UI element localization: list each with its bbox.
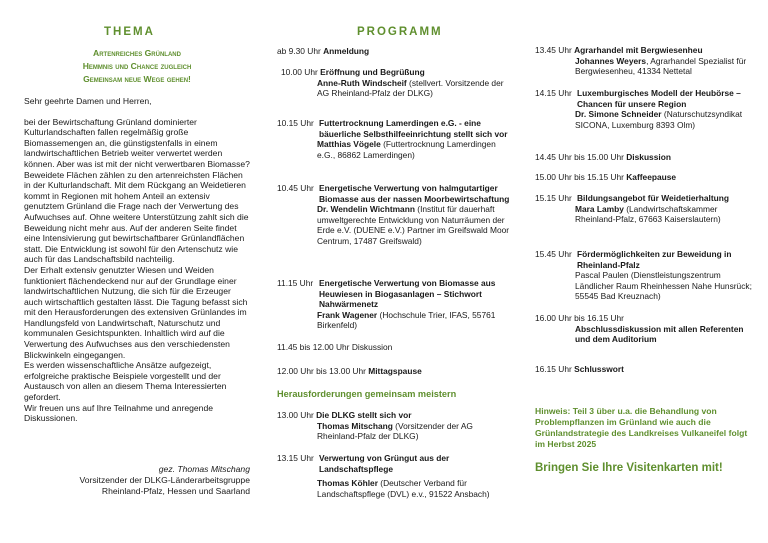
program-item <box>535 193 753 225</box>
subtitle-line: Gemeinsam neue Wege gehen! <box>83 74 191 84</box>
theme-subtitle <box>24 47 250 86</box>
item-speaker: Johannes Weyers <box>575 55 647 66</box>
item-title: Mittagspause <box>368 366 422 376</box>
program-item <box>277 366 513 377</box>
item-affiliation: , Agrarhandel Spezialist für Bergwiesenheu, 41334 Nettetal <box>575 55 747 77</box>
item-time: 15.45 Uhr <box>535 249 572 259</box>
program-header: PROGRAMM <box>357 26 443 38</box>
program-item <box>535 172 753 183</box>
paragraph: bei der Bewirtschaftung Grünland dominierter Kulturlandschaften fallen regelmäßig große Biomassemengen an, die günstigstenfalls in einem landwirtschaftlichen Betrieb weiter verwertet werden können. Aber was ist mit der nicht verwertbaren Biomasse? <box>24 116 250 169</box>
item-speaker: Dr. Wendelin Wichtmann <box>317 204 415 215</box>
item-affiliation: (Hochschule Trier, IFAS, 55761 Birkenfeld) <box>317 309 496 331</box>
item-speaker: Mara Lamby <box>575 203 624 214</box>
program-item <box>277 342 513 353</box>
hint-note: Hinweis: Teil 3 über u.a. die Behandlung von Problempflanzen im Grünland wie auch die Grünlandstrategie des Landkreises Vulkaneifel folgt im Herbst 2025 <box>535 406 748 449</box>
paragraph: Wir freuen uns auf Ihre Teilnahme und anregende Diskussionen. <box>24 402 214 424</box>
item-speaker: Matthias Vögele <box>317 139 381 150</box>
program-item <box>535 88 753 130</box>
item-time: 15.15 Uhr <box>535 193 572 203</box>
signature <box>24 464 250 497</box>
program-item <box>277 183 513 247</box>
item-title: Diskussion <box>626 152 671 162</box>
item-affiliation: (Vorsitzender der AG Rheinland-Pfalz der DLKG) <box>317 420 473 442</box>
item-time: 12.00 Uhr bis 13.00 Uhr <box>277 366 369 376</box>
item-time: 14.15 Uhr <box>535 88 572 98</box>
greeting: Sehr geehrte Damen und Herren, <box>24 96 152 106</box>
program-item <box>277 46 513 57</box>
paragraph: Beweidete Flächen zählen zu den artenreichsten Flächen in der Kulturlandschaft. Mit dem Rückgang an Weidetieren kommt in Regionen mit hohem Anteil an extensiv genutztem Grünland die Frage nach der Verwertung des Aufwuchses auf. Ohne weitere Unterstützung zahlt sich die Beweidung nicht mehr aus. Auf der anderen Seite findet eine Intensivierung gut bewirtschaftbarer Grünlandflächen statt. Die Entwicklung ist sowohl für den Artenschutz wie auch für das Landschaftsbild nachteilig. <box>24 169 249 265</box>
item-title: Agrarhandel mit Bergwiesenheu <box>574 45 703 55</box>
item-title: Fördermöglichkeiten zur Beweidung in Rheinland-Pfalz <box>577 249 732 270</box>
item-title: Energetische Verwertung von halmgutartiger Biomasse aus der nassen Moorbewirtschaftung <box>319 183 510 204</box>
section-heading: Herausforderungen gemeinsam meistern <box>277 389 457 399</box>
item-title: Die DLKG stellt sich vor <box>316 410 412 420</box>
item-affiliation: (Naturschutzsyndikat SICONA, Luxemburg 8393 Olm) <box>575 109 743 130</box>
item-speaker: Thomas Mitschang <box>317 420 393 431</box>
item-affiliation: (Institut für dauerhaft umweltgerechte Entwicklung von Naturräumen der Erde e.V. (DUENE e.V.) Partner im Greifswald Moor Centrum, 17487 Greifswald) <box>317 204 510 246</box>
signature-region: Rheinland-Pfalz, Hessen und Saarland <box>101 486 250 496</box>
program-item <box>535 249 753 302</box>
item-time: 10.45 Uhr <box>277 183 314 193</box>
item-time: ab 9.30 Uhr <box>277 46 324 56</box>
item-affiliation: (Deutscher Verband für Landschaftspflege (DVL) e.v., 91522 Ansbach) <box>317 478 490 499</box>
item-speaker-affiliation: Pascal Paulen (Dienstleistungszentrum Ländlicher Raum Rheinhessen Nahe Hunsrück; 55545 Bad Kreuznach) <box>575 270 752 302</box>
subtitle-line: Hemmnis und Chance zugleich <box>82 61 192 71</box>
item-speaker: Dr. Simone Schneider <box>575 109 662 120</box>
paragraph: Der Erhalt extensiv genutzter Wiesen und Weiden funktioniert flächendeckend nur auf der Grundlage einer landwirtschaftlichen Nutzung, die sich für die Erzeuger auch wirtschaftlich gestalten lässt. Die Tagung befasst sich mit den Herausforderungen des extensiven Grünlandes im Handlungsfeld von Landwirtschaft, Naturschutz und kommunalen Gesichtspunkten. Inhaltlich wird auf die Verwertung des Aufwuchses aus den verschiedensten Blickwinkeln eingegangen. <box>24 264 248 360</box>
program-item <box>277 410 513 442</box>
spacer <box>24 107 250 117</box>
program-item <box>277 67 513 99</box>
item-time: 11.45 bis 12.00 Uhr <box>277 342 352 352</box>
theme-header: THEMA <box>104 26 155 38</box>
item-title: Verwertung von Grüngut aus der Landschaftspflege <box>319 453 450 474</box>
item-title: Diskussion <box>351 342 393 352</box>
item-time: 13.45 Uhr <box>535 45 575 55</box>
program-item <box>277 118 513 160</box>
item-title: Abschlussdiskussion mit allen Referenten und dem Auditorium <box>575 323 744 345</box>
item-speaker: Frank Wagener <box>317 309 378 320</box>
item-title: Futtertrocknung Lamerdingen e.G. - eine bäuerliche Selbsthilfeeinrichtung stellt sich vor <box>319 118 508 139</box>
item-time: 13.00 Uhr <box>277 410 317 420</box>
item-affiliation: (Landwirtschaftskammer Rheinland-Pfalz, 67663 Kaiserslautern) <box>575 203 721 225</box>
item-time: 16.00 Uhr bis 16.15 Uhr <box>535 313 624 323</box>
item-time: 13.15 Uhr <box>277 453 314 463</box>
item-time: 10.00 Uhr <box>281 67 321 77</box>
signature-role: Vorsitzender der DLKG-Länderarbeitsgruppe <box>79 475 250 485</box>
item-affiliation: (Futtertrocknung Lamerdingen e.G., 86862 Lamerdingen) <box>317 139 496 160</box>
paragraph: Es werden wissenschaftliche Ansätze aufgezeigt, erfolgreiche praktische Beispiele vorgestellt und der Austausch von allen an diesem Thema Interessierten gefordert. <box>24 360 227 403</box>
program-item <box>535 313 753 345</box>
item-time: 14.45 Uhr bis 15.00 Uhr <box>535 152 627 162</box>
program-item <box>535 152 753 163</box>
subtitle-line: Artenreiches Grünland <box>93 48 181 58</box>
program-item <box>535 364 753 375</box>
item-title: Kaffeepause <box>626 172 677 182</box>
item-time: 11.15 Uhr <box>277 278 314 288</box>
program-item <box>277 453 513 499</box>
item-speaker: Thomas Köhler <box>317 478 378 489</box>
item-time: 16.15 Uhr <box>535 364 575 374</box>
item-title: Eröffnung und Begrüßung <box>320 67 425 77</box>
letter-text <box>24 96 250 424</box>
item-time: 15.00 Uhr bis 15.15 Uhr <box>535 172 627 182</box>
item-speaker: Anne-Ruth Windscheif <box>317 77 407 88</box>
program-item <box>535 45 753 77</box>
item-affiliation: (stellvert. Vorsitzende der AG Rheinland-Pfalz der DLKG) <box>317 77 504 99</box>
item-title: Schlusswort <box>574 364 624 374</box>
item-time: 10.15 Uhr <box>277 118 314 128</box>
signature-name: gez. Thomas Mitschang <box>158 464 250 474</box>
item-title: Luxemburgisches Modell der Heubörse – Chancen für unsere Region <box>577 88 741 109</box>
business-cards-note: Bringen Sie Ihre Visitenkarten mit! <box>535 462 723 474</box>
item-title: Energetische Verwertung von Biomasse aus Heuwiesen in Biogasanlagen – Stichwort Nahwärmenetz <box>319 278 496 310</box>
item-title: Bildungsangebot für Weidetierhaltung <box>577 193 729 203</box>
program-item <box>277 278 513 331</box>
item-title: Anmeldung <box>323 46 370 56</box>
